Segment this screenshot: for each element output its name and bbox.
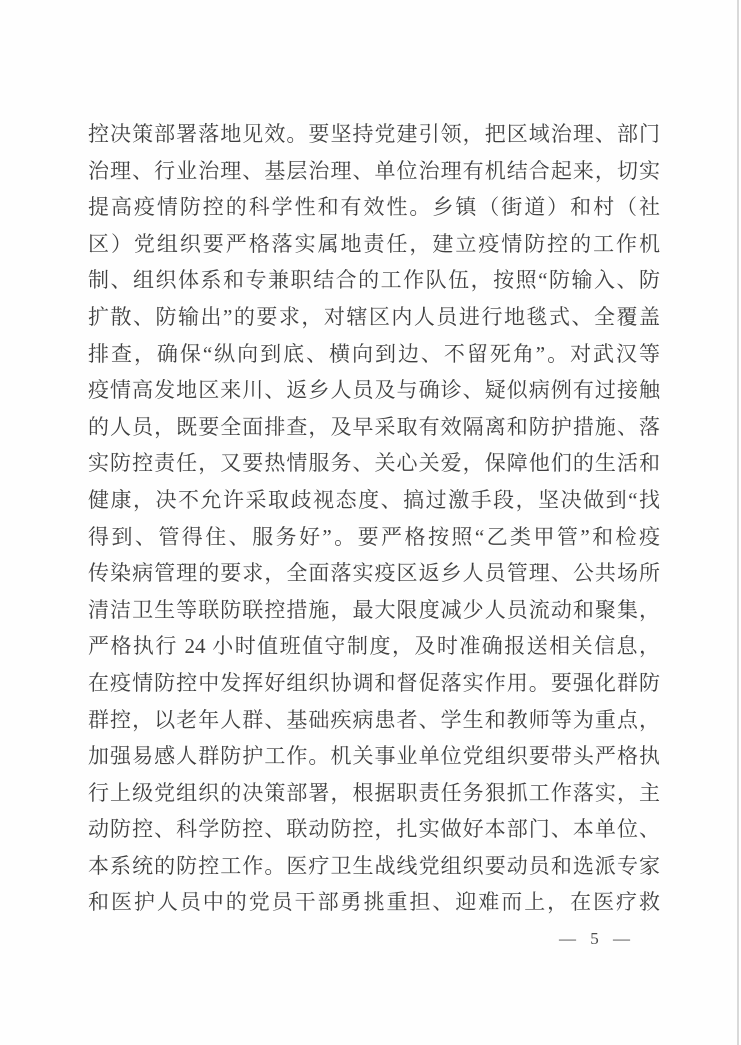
text-line: 提高疫情防控的科学性和有效性。乡镇（街道）和村（社	[88, 195, 660, 220]
text-line: 群控，以老年人群、基础疾病患者、学生和教师等为重点，	[88, 707, 660, 732]
page-number: — 5 —	[559, 929, 635, 948]
text-line: 传染病管理的要求，全面落实疫区返乡人员管理、公共场所	[88, 561, 660, 586]
scan-edge-line	[737, 0, 739, 1045]
text-line: 本系统的防控工作。医疗卫生战线党组织要动员和选派专家	[88, 853, 660, 878]
text-line: 健康，决不允许采取歧视态度、搞过激手段，坚决做到“找	[88, 487, 660, 512]
text-line: 和医护人员中的党员干部勇挑重担、迎难而上，在医疗救	[88, 890, 660, 915]
text-line: 得到、管得住、服务好”。要严格按照“乙类甲管”和检疫	[88, 524, 660, 549]
body-text	[88, 116, 660, 921]
text-line: 清洁卫生等联防联控措施，最大限度减少人员流动和聚集，	[88, 597, 660, 622]
text-line: 制、组织体系和专兼职结合的工作队伍，按照“防输入、防	[88, 268, 660, 293]
text-line: 严格执行 24 小时值班值守制度，及时准确报送相关信息，	[88, 634, 660, 659]
text-line: 行上级党组织的决策部署，根据职责任务狠抓工作落实，主	[88, 780, 660, 805]
text-line: 的人员，既要全面排查，及早采取有效隔离和防护措施、落	[88, 414, 660, 439]
text-line: 在疫情防控中发挥好组织协调和督促落实作用。要强化群防	[88, 670, 660, 695]
text-line: 控决策部署落地见效。要坚持党建引领，把区域治理、部门	[88, 122, 660, 146]
text-line: 扩散、防输出”的要求，对辖区内人员进行地毯式、全覆盖	[88, 304, 660, 329]
text-line: 实防控责任，又要热情服务、关心关爱，保障他们的生活和	[88, 451, 660, 476]
text-line: 区）党组织要严格落实属地责任，建立疫情防控的工作机	[88, 231, 660, 256]
text-line: 加强易感人群防护工作。机关事业单位党组织要带头严格执	[88, 744, 660, 769]
text-line: 疫情高发地区来川、返乡人员及与确诊、疑似病例有过接触	[88, 378, 660, 403]
text-line: 动防控、科学防控、联动防控，扎实做好本部门、本单位、	[88, 817, 660, 842]
text-line: 治理、行业治理、基层治理、单位治理有机结合起来，切实	[88, 158, 660, 183]
text-line: 排查，确保“纵向到底、横向到边、不留死角”。对武汉等	[88, 341, 660, 366]
